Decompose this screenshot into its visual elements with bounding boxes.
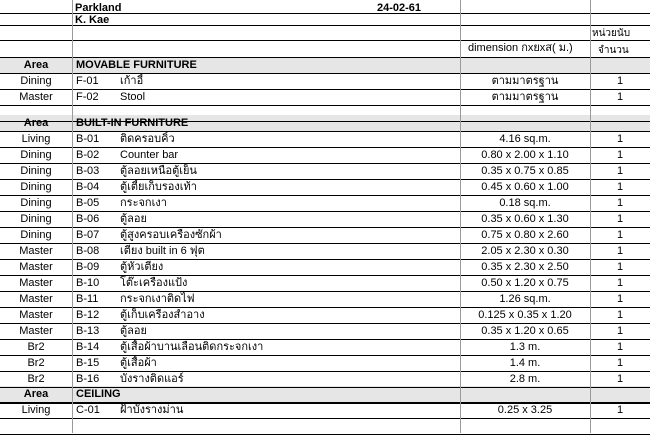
item-area: Br2: [27, 341, 45, 353]
item-area: Dining: [20, 181, 52, 193]
item-area: Master: [19, 245, 53, 257]
section-title: BUILT-IN FURNITURE: [76, 117, 189, 129]
item-quantity: 1: [616, 325, 624, 337]
table-row[interactable]: [0, 163, 650, 179]
row-divider: [0, 402, 650, 403]
item-code: B-07: [76, 229, 100, 241]
item-dimension: 1.26 sq.m.: [499, 293, 551, 305]
row-divider: [0, 259, 650, 260]
section-header: [0, 115, 650, 131]
item-code: B-09: [76, 261, 100, 273]
item-code: B-15: [76, 357, 100, 369]
row-divider: [0, 307, 650, 308]
item-area: Dining: [20, 149, 52, 161]
item-area: Living: [21, 404, 51, 416]
item-description: Stool: [120, 91, 146, 103]
item-code: C-01: [76, 404, 100, 416]
item-area: Dining: [20, 213, 52, 225]
section-area-label: Area: [23, 117, 49, 129]
row-divider: [0, 418, 650, 419]
item-code: F-01: [76, 75, 99, 87]
table-row[interactable]: [0, 211, 650, 227]
row-divider: [0, 131, 650, 132]
item-code: B-10: [76, 277, 100, 289]
table-row[interactable]: [0, 179, 650, 195]
item-quantity: 1: [616, 149, 624, 161]
table-row[interactable]: [0, 147, 650, 163]
table-row[interactable]: [0, 275, 650, 291]
section-header: [0, 57, 650, 73]
item-code: B-11: [76, 293, 99, 305]
row-divider: [0, 227, 650, 228]
item-dimension: 0.35 x 0.60 x 1.30: [481, 213, 569, 225]
item-dimension: 0.25 x 3.25: [497, 404, 553, 416]
quantity-header: จำนวน: [598, 45, 629, 56]
unit-label: หน่วยนับ: [592, 28, 631, 39]
table-row[interactable]: [0, 259, 650, 275]
table-row[interactable]: [0, 227, 650, 243]
item-dimension: 0.75 x 0.80 x 2.60: [481, 229, 569, 241]
item-description: เก้าอี้: [120, 75, 144, 87]
table-row[interactable]: [0, 402, 650, 418]
item-description: เตียง built in 6 ฟุต: [120, 245, 205, 257]
item-dimension: 4.16 sq.m.: [499, 133, 551, 145]
row-divider: [0, 57, 650, 58]
table-row[interactable]: [0, 89, 650, 105]
item-dimension: 0.80 x 2.00 x 1.10: [481, 149, 569, 161]
item-dimension: ตามมาตรฐาน: [491, 75, 559, 87]
row-divider: [0, 179, 650, 180]
item-code: F-02: [76, 91, 99, 103]
item-area: Dining: [20, 197, 52, 209]
table-row[interactable]: [0, 339, 650, 355]
item-area: Dining: [20, 75, 52, 87]
row-divider: [0, 25, 650, 26]
item-quantity: 1: [616, 245, 624, 257]
item-dimension: 0.35 x 2.30 x 2.50: [481, 261, 569, 273]
item-dimension: 0.50 x 1.20 x 0.75: [481, 277, 569, 289]
item-quantity: 1: [616, 229, 624, 241]
column-divider: [72, 0, 73, 433]
item-description: กระจกเงา: [120, 197, 167, 209]
item-quantity: 1: [616, 197, 624, 209]
item-code: B-12: [76, 309, 100, 321]
item-description: ตู้ลอย: [120, 325, 147, 337]
section-header: [0, 386, 650, 402]
item-description: ตู้ลอย: [120, 213, 147, 225]
item-area: Dining: [20, 165, 52, 177]
item-description: ตู้เก็บเครื่องสำอาง: [120, 309, 205, 321]
item-quantity: 1: [616, 309, 624, 321]
row-divider: [0, 105, 650, 106]
item-area: Master: [19, 261, 53, 273]
item-area: Master: [19, 293, 53, 305]
item-description: Counter bar: [120, 149, 179, 161]
table-row[interactable]: [0, 131, 650, 147]
item-dimension: 0.35 x 0.75 x 0.85: [481, 165, 569, 177]
item-dimension: 0.18 sq.m.: [499, 197, 551, 209]
row-divider: [0, 387, 650, 388]
item-description: บังรางติดแอร์: [120, 373, 184, 385]
item-code: B-06: [76, 213, 100, 225]
table-row[interactable]: [0, 291, 650, 307]
section-title: MOVABLE FURNITURE: [76, 59, 197, 71]
item-quantity: 1: [616, 341, 624, 353]
item-quantity: 1: [616, 373, 624, 385]
item-description: ติดครอบคิ้ว: [120, 133, 175, 145]
section-area-label: Area: [23, 59, 49, 71]
row-divider: [0, 73, 650, 74]
item-description: กระจกเงาติดไฟ: [120, 293, 195, 305]
row-divider: [0, 40, 650, 41]
item-quantity: 1: [616, 133, 624, 145]
row-divider: [0, 195, 650, 196]
item-dimension: 2.05 x 2.30 x 0.30: [481, 245, 569, 257]
item-dimension: ตามมาตรฐาน: [491, 91, 559, 103]
row-divider: [0, 339, 650, 340]
item-area: Master: [19, 91, 53, 103]
row-divider: [0, 211, 650, 212]
table-row[interactable]: [0, 195, 650, 211]
item-area: Master: [19, 309, 53, 321]
item-quantity: 1: [616, 91, 624, 103]
item-code: B-14: [76, 341, 100, 353]
item-quantity: 1: [616, 261, 624, 273]
client-name: K. Kae: [75, 14, 110, 26]
item-area: Br2: [27, 373, 45, 385]
item-dimension: 0.35 x 1.20 x 0.65: [481, 325, 569, 337]
table-row[interactable]: [0, 371, 650, 387]
row-divider: [0, 243, 650, 244]
item-quantity: 1: [616, 277, 624, 289]
item-description: ตู้เสื้อผ้า: [120, 357, 157, 369]
section-area-label: Area: [23, 388, 49, 400]
item-code: B-02: [76, 149, 100, 161]
item-area: Living: [21, 133, 51, 145]
item-area: Dining: [20, 229, 52, 241]
item-area: Master: [19, 277, 53, 289]
section-title: CEILING: [76, 388, 121, 400]
item-description: ตู้เสื้อผ้าบานเลื่อนติดกระจกเงา: [120, 341, 264, 353]
item-code: B-01: [76, 133, 100, 145]
row-divider: [0, 355, 650, 356]
item-description: ตู้สูงครอบเครื่องซักผ้า: [120, 229, 222, 241]
table-row[interactable]: [0, 243, 650, 259]
row-divider: [0, 275, 650, 276]
document-date: 24-02-61: [377, 2, 422, 14]
row-divider: [0, 371, 650, 372]
table-row[interactable]: [0, 307, 650, 323]
item-code: B-13: [76, 325, 100, 337]
item-code: B-08: [76, 245, 100, 257]
item-dimension: 2.8 m.: [509, 373, 541, 385]
item-quantity: 1: [616, 75, 624, 87]
item-description: ตู้เตี้ยเก็บรองเท้า: [120, 181, 197, 193]
item-quantity: 1: [616, 293, 624, 305]
item-quantity: 1: [616, 404, 624, 416]
item-quantity: 1: [616, 357, 624, 369]
column-divider: [590, 0, 591, 433]
row-divider: [0, 13, 650, 14]
row-divider: [0, 121, 650, 122]
item-description: ตู้หัวเตียง: [120, 261, 164, 273]
row-divider: [0, 403, 650, 404]
item-dimension: 1.4 m.: [509, 357, 541, 369]
item-quantity: 1: [616, 165, 624, 177]
row-divider: [0, 147, 650, 148]
item-dimension: 1.3 m.: [509, 341, 541, 353]
item-description: ฝ้าบังรางม่าน: [120, 404, 184, 416]
project-name: Parkland: [75, 2, 122, 14]
item-area: Master: [19, 325, 53, 337]
table-row[interactable]: [0, 355, 650, 371]
column-divider: [460, 0, 461, 433]
row-divider: [0, 163, 650, 164]
item-dimension: 0.45 x 0.60 x 1.00: [481, 181, 569, 193]
item-code: B-05: [76, 197, 100, 209]
dimension-header: dimension กxยxส( ม.): [468, 42, 573, 54]
item-code: B-03: [76, 165, 100, 177]
row-divider: [0, 291, 650, 292]
item-description: โต๊ะเครื่องแป้ง: [120, 277, 188, 289]
table-row[interactable]: [0, 323, 650, 339]
item-quantity: 1: [616, 213, 624, 225]
item-code: B-04: [76, 181, 100, 193]
table-row[interactable]: [0, 73, 650, 89]
row-divider: [0, 89, 650, 90]
item-quantity: 1: [616, 181, 624, 193]
item-area: Br2: [27, 357, 45, 369]
row-divider: [0, 323, 650, 324]
item-dimension: 0.125 x 0.35 x 1.20: [478, 309, 572, 321]
item-description: ตู้ลอยเหนือตู้เย็น: [120, 165, 197, 177]
item-code: B-16: [76, 373, 100, 385]
